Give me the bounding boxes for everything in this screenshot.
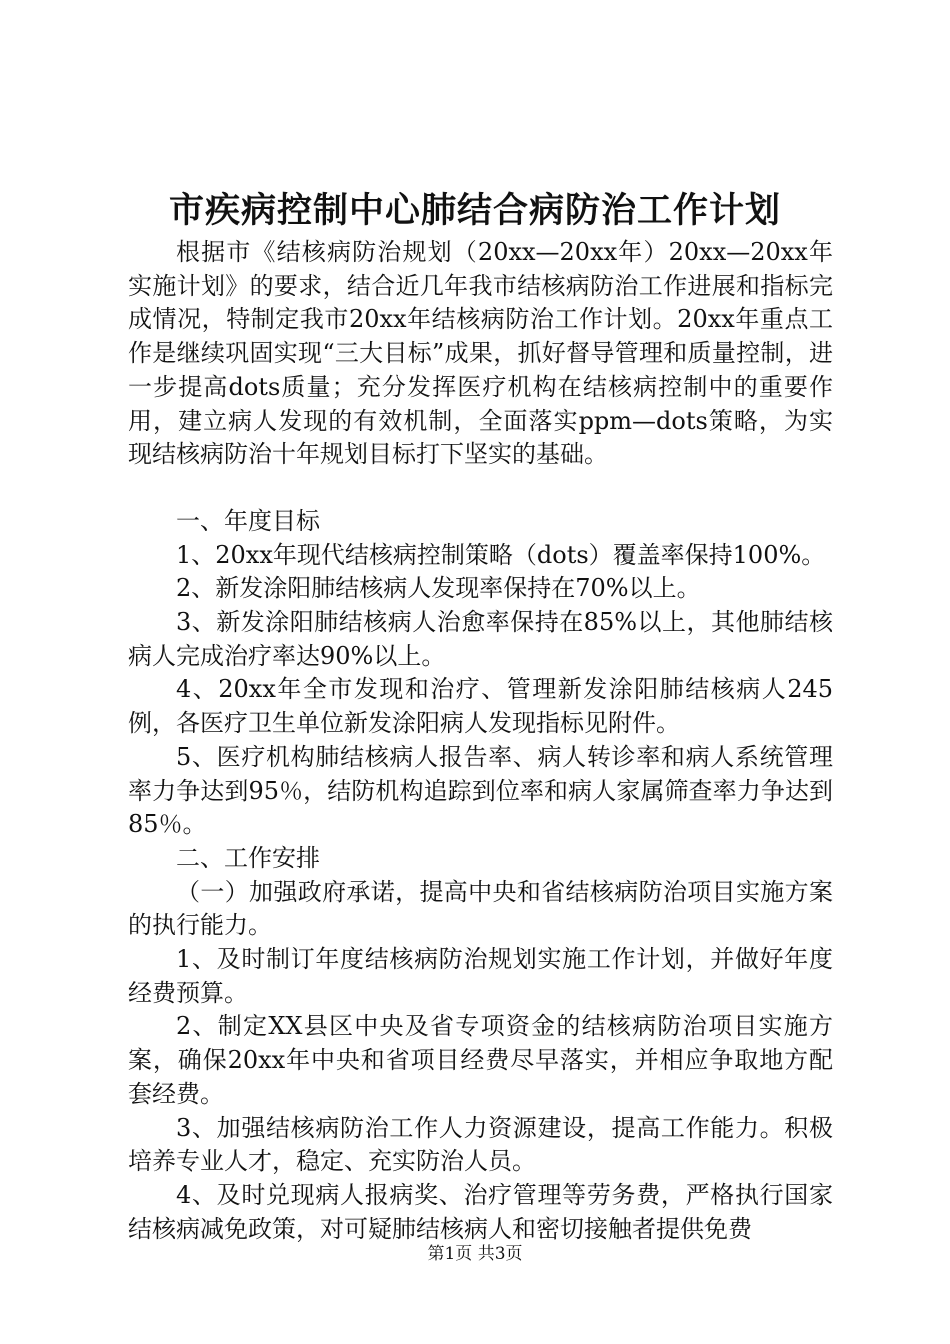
section-heading-annual-goals: 一、年度目标 xyxy=(176,506,320,535)
section-heading-work-plan: 二、工作安排 xyxy=(176,843,320,872)
document-body xyxy=(128,236,833,1246)
paragraph-goal-4: 4、20xx年全市发现和治疗、管理新发涂阳肺结核病人245例，各医疗卫生单位新发涂阳病人发现指标见附件。 xyxy=(128,675,833,738)
paragraph-plan-1: 1、及时制订年度结核病防治规划实施工作计划，并做好年度经费预算。 xyxy=(128,945,833,1007)
paragraph-intro: 根据市《结核病防治规划（20xx—20xx年）20xx—20xx年实施计划》的要求，结合近几年我市结核病防治工作进展和指标完成情况，特制定我市20xx年结核病防治工作计划。20xx年重点工作是继续巩固实现“三大目标”成果，抓好督导管理和质量控制，进一步提高dots质量；充分发挥医疗机构在结核病控制中的重要作用，建立病人发现的有效机制，全面落实ppm—dots策略，为实现结核病防治十年规划目标打下坚实的基础。 xyxy=(128,238,833,469)
document-title: 市疾病控制中心肺结合病防治工作计划 xyxy=(168,190,781,231)
paragraph-plan-4: 4、及时兑现病人报病奖、治疗管理等劳务费，严格执行国家结核病减免政策，对可疑肺结核病人和密切接触者提供免费 xyxy=(128,1180,833,1243)
paragraph-plan-2: 2、制定XX县区中央及省专项资金的结核病防治项目实施方案，确保20xx年中央和省项目经费尽早落实，并相应争取地方配套经费。 xyxy=(128,1012,833,1108)
paragraph-goal-3: 3、新发涂阳肺结核病人治愈率保持在85%以上，其他肺结核病人完成治疗率达90%以上。 xyxy=(128,608,833,670)
paragraph-goal-2: 2、新发涂阳肺结核病人发现率保持在70%以上。 xyxy=(176,574,701,603)
paragraph-goal-5: 5、医疗机构肺结核病人报告率、病人转诊率和病人系统管理率力争达到95％，结防机构追踪到位率和病人家属筛查率力争达到85％。 xyxy=(128,742,833,839)
page-footer: 第1页 共3页 xyxy=(427,1244,523,1264)
subsection-heading-1: （一）加强政府承诺，提高中央和省结核病防治项目实施方案的执行能力。 xyxy=(128,877,833,940)
paragraph-plan-3: 3、加强结核病防治工作人力资源建设，提高工作能力。积极培养专业人才，稳定、充实防治人员。 xyxy=(128,1113,833,1176)
paragraph-goal-1: 1、20xx年现代结核病控制策略（dots）覆盖率保持100%。 xyxy=(176,540,826,569)
